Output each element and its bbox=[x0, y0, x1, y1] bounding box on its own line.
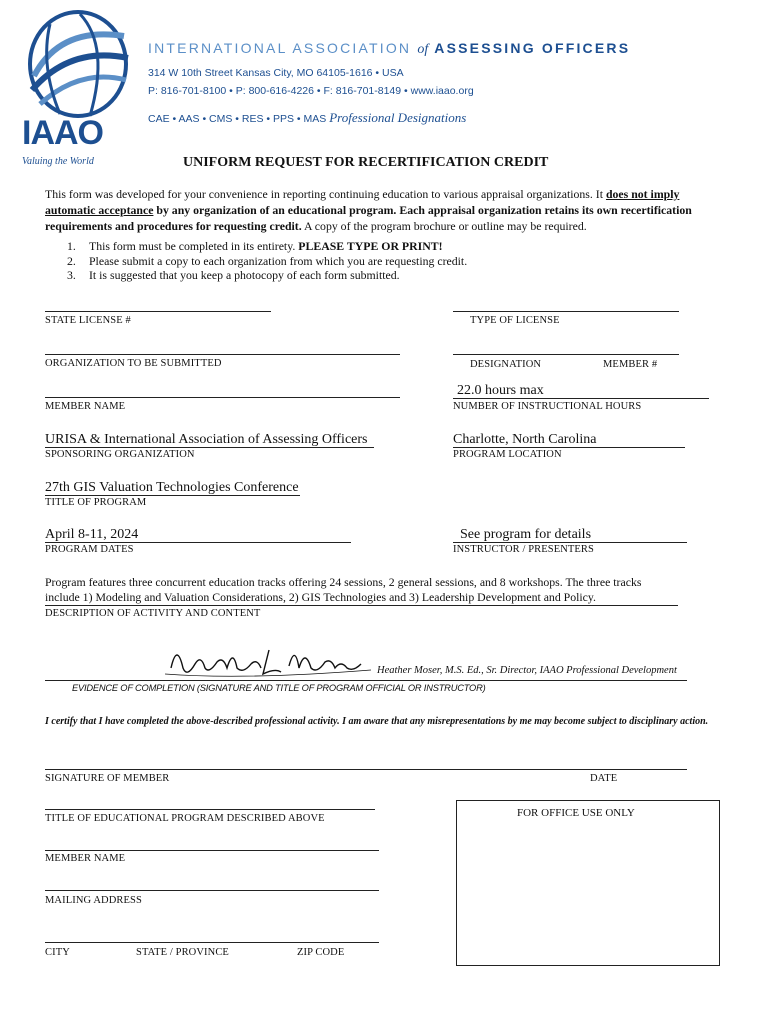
org-designations: CAE • AAS • CMS • RES • PPS • MAS Professional Designations bbox=[148, 110, 467, 125]
city-state-zip-line[interactable] bbox=[45, 942, 379, 943]
bottom-member-name-label: MEMBER NAME bbox=[45, 853, 126, 864]
program-title-line bbox=[45, 495, 300, 496]
org-name: INTERNATIONAL ASSOCIATION of ASSESSING OFFICERS bbox=[148, 40, 631, 57]
mailing-address-label: MAILING ADDRESS bbox=[45, 895, 142, 906]
member-name-line[interactable] bbox=[45, 397, 400, 398]
instruction-item: 3. It is suggested that you keep a photocopy of each form submitted. bbox=[67, 268, 400, 282]
office-use-label: FOR OFFICE USE ONLY bbox=[517, 807, 635, 819]
member-signature-label: SIGNATURE OF MEMBER bbox=[45, 773, 170, 784]
globe-icon bbox=[20, 6, 130, 126]
description-value[interactable]: Program features three concurrent education tracks offering 24 sessions, 2 general sessions, and 8 workshops. The three tracks include 1) Modeling and Valuation Considerations, 2) GIS Technologies and 3) Leadership Development and Policy. bbox=[45, 575, 642, 604]
org-address: 314 W 10th Street Kansas City, MO 64105-1616 • USA bbox=[148, 67, 404, 79]
sponsoring-org-line bbox=[45, 447, 374, 448]
date-label: DATE bbox=[590, 773, 618, 784]
state-license-line[interactable] bbox=[45, 311, 271, 312]
program-title-value[interactable]: 27th GIS Valuation Technologies Conference bbox=[45, 480, 299, 495]
sponsoring-org-label: SPONSORING ORGANIZATION bbox=[45, 449, 195, 460]
org-phones: P: 816-701-8100 • P: 800-616-4226 • F: 816-701-8149 • www.iaao.org bbox=[148, 85, 474, 97]
organization-line[interactable] bbox=[45, 354, 400, 355]
hours-line bbox=[453, 398, 709, 399]
instructions-list bbox=[67, 239, 467, 283]
type-of-license-label: TYPE OF LICENSE bbox=[470, 315, 560, 326]
page-title: UNIFORM REQUEST FOR RECERTIFICATION CREDIT bbox=[183, 155, 549, 170]
office-use-box bbox=[456, 800, 720, 966]
edu-program-title-label: TITLE OF EDUCATIONAL PROGRAM DESCRIBED ABOVE bbox=[45, 813, 325, 824]
designation-line[interactable] bbox=[453, 354, 679, 355]
state-license-label: STATE LICENSE # bbox=[45, 315, 131, 326]
member-number-label: MEMBER # bbox=[603, 359, 658, 370]
iaao-logo bbox=[20, 6, 130, 166]
intro-paragraph: This form was developed for your convenience in reporting continuing education to various appraisal organizations. It does not imply automatic acceptance by any organization of an educational program. Each appraisal organization retains its own recertification requirements and procedures for requesting credit. A copy of the program brochure or outline may be required. bbox=[45, 187, 692, 233]
bottom-member-name-line[interactable] bbox=[45, 850, 379, 851]
logo-tagline: Valuing the World bbox=[22, 156, 94, 167]
official-signature bbox=[165, 638, 375, 684]
instructors-value[interactable]: See program for details bbox=[460, 527, 592, 542]
sponsoring-org-value[interactable]: URISA & International Association of Assessing Officers bbox=[45, 432, 368, 447]
description-label: DESCRIPTION OF ACTIVITY AND CONTENT bbox=[45, 608, 261, 619]
program-dates-value[interactable]: April 8-11, 2024 bbox=[45, 527, 139, 542]
program-location-line bbox=[453, 447, 685, 448]
program-location-label: PROGRAM LOCATION bbox=[453, 449, 562, 460]
instruction-item: 1. This form must be completed in its entirety. PLEASE TYPE OR PRINT! bbox=[67, 239, 443, 253]
organization-label: ORGANIZATION TO BE SUBMITTED bbox=[45, 358, 222, 369]
hours-value[interactable]: 22.0 hours max bbox=[457, 383, 544, 398]
state-province-label: STATE / PROVINCE bbox=[136, 947, 229, 958]
program-dates-line bbox=[45, 542, 351, 543]
instructors-label: INSTRUCTOR / PRESENTERS bbox=[453, 544, 594, 555]
program-dates-label: PROGRAM DATES bbox=[45, 544, 134, 555]
logo-wordmark: IAAO bbox=[22, 114, 103, 152]
mailing-address-line[interactable] bbox=[45, 890, 379, 891]
type-of-license-line[interactable] bbox=[453, 311, 679, 312]
city-label: CITY bbox=[45, 947, 70, 958]
evidence-label: EVIDENCE OF COMPLETION (SIGNATURE AND TITLE OF PROGRAM OFFICIAL OR INSTRUCTOR) bbox=[72, 683, 486, 693]
member-name-label: MEMBER NAME bbox=[45, 401, 126, 412]
designation-label: DESIGNATION bbox=[470, 359, 542, 370]
instructors-line bbox=[453, 542, 687, 543]
zip-code-label: ZIP CODE bbox=[297, 947, 345, 958]
program-location-value[interactable]: Charlotte, North Carolina bbox=[453, 432, 597, 447]
certification-statement: I certify that I have completed the above-described professional activity. I am aware that any misrepresentations by me may become subject to disciplinary action. bbox=[45, 716, 709, 727]
instruction-item: 2. Please submit a copy to each organization from which you are requesting credit. bbox=[67, 253, 468, 268]
evidence-line bbox=[45, 680, 687, 681]
description-line bbox=[45, 605, 678, 606]
edu-program-title-line[interactable] bbox=[45, 809, 375, 810]
member-signature-line[interactable] bbox=[45, 769, 687, 770]
official-name-title: Heather Moser, M.S. Ed., Sr. Director, IAAO Professional Development bbox=[377, 665, 677, 676]
program-title-label: TITLE OF PROGRAM bbox=[45, 497, 147, 508]
hours-label: NUMBER OF INSTRUCTIONAL HOURS bbox=[453, 401, 642, 412]
